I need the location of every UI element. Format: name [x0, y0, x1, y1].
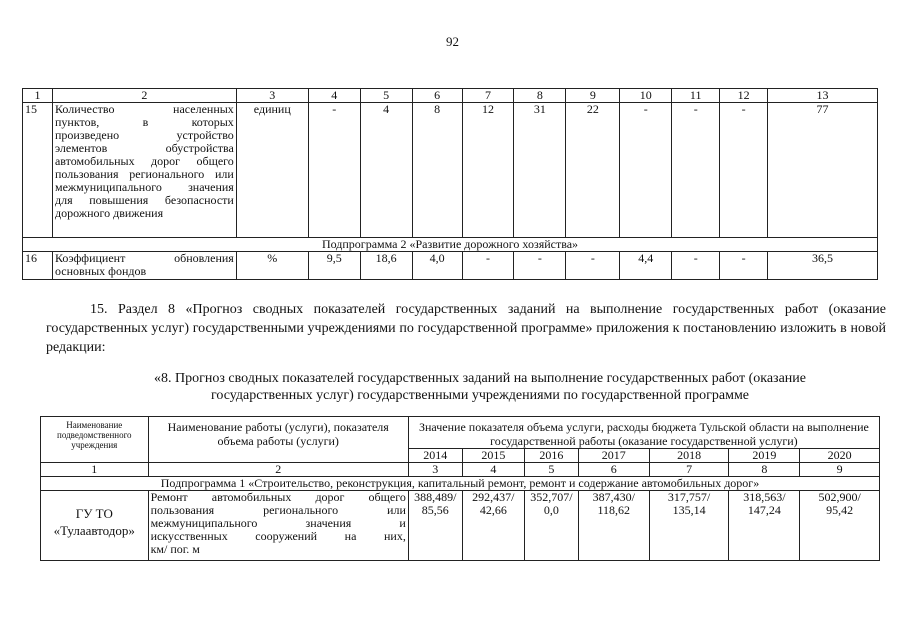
indicator-name: Количество населенных пунктов, в которых произведено устройство элементов обустройства автомобильных дорог общего пользования регионального или межмуниципального значения для повышения безопасности дорожного движения: [52, 103, 236, 238]
header-cell: 4: [308, 89, 360, 103]
column-number: 6: [578, 463, 649, 477]
subprogram-row: [41, 477, 880, 491]
institution-header: Наименование подведомственного учреждения: [41, 417, 149, 463]
value-cell: -: [672, 103, 720, 238]
state-tasks-table: [40, 416, 880, 561]
value-cell: 292,437/ 42,66: [462, 491, 524, 561]
value-cell: -: [620, 103, 672, 238]
value-cell: 388,489/ 85,56: [408, 491, 462, 561]
value-cell: 12: [462, 103, 514, 238]
column-number: 5: [525, 463, 579, 477]
institution-name: ГУ ТО «Тулаавтодор»: [41, 491, 149, 561]
unit-cell: единиц: [236, 103, 308, 238]
work-header: Наименование работы (услуги), показателя объема работы (услуги): [148, 417, 408, 463]
value-cell: 318,563/ 147,24: [729, 491, 800, 561]
subprogram-title: Подпрограмма 2 «Развитие дорожного хозяйства»: [23, 238, 878, 252]
value-cell: 4,4: [620, 252, 672, 280]
value-cell: 31: [514, 103, 566, 238]
value-cell: 317,757/ 135,14: [649, 491, 729, 561]
subprogram-row: [23, 238, 878, 252]
indicators-table: [22, 88, 878, 280]
section-8-title: «8. Прогноз сводных показателей государственных заданий на выполнение государственных работ (оказание государственных услуг) государственными учреждениями по государственной программе: [154, 371, 806, 403]
value-cell: -: [720, 252, 768, 280]
value-cell: -: [462, 252, 514, 280]
header-cell: 13: [768, 89, 878, 103]
value-cell: 352,707/ 0,0: [525, 491, 579, 561]
year-cell: 2015: [462, 449, 524, 463]
value-cell: 4,0: [412, 252, 462, 280]
year-cell: 2018: [649, 449, 729, 463]
table-header-row: [23, 89, 878, 103]
year-cell: 2017: [578, 449, 649, 463]
table-row: [41, 491, 880, 561]
page-number: 92: [446, 34, 459, 49]
indicator-name: Коэффициент обновления основных фондов: [52, 252, 236, 280]
paragraph-15: 15. Раздел 8 «Прогноз сводных показателей государственных заданий на выполнение государственных работ (оказание государственных услуг) государственными учреждениями по государственной программе» приложения к постановлению изложить в новой редакции:: [46, 302, 886, 355]
header-cell: 3: [236, 89, 308, 103]
value-cell: -: [672, 252, 720, 280]
value-cell: -: [566, 252, 620, 280]
header-cell: 2: [52, 89, 236, 103]
column-number: 2: [148, 463, 408, 477]
value-cell: 9,5: [308, 252, 360, 280]
unit-cell: %: [236, 252, 308, 280]
column-number: 3: [408, 463, 462, 477]
row-number: 16: [23, 252, 53, 280]
header-cell: 1: [23, 89, 53, 103]
value-cell: 22: [566, 103, 620, 238]
column-number: 8: [729, 463, 800, 477]
header-cell: 5: [360, 89, 412, 103]
header-cell: 6: [412, 89, 462, 103]
header-cell: 10: [620, 89, 672, 103]
column-numbers-row: [41, 463, 880, 477]
table-row: [23, 103, 878, 238]
value-cell: 77: [768, 103, 878, 238]
work-name: Ремонт автомобильных дорог общего пользования регионального или межмуниципального значения и искусственных сооружений на них, км/ пог. м: [148, 491, 408, 561]
value-cell: 18,6: [360, 252, 412, 280]
year-cell: 2020: [800, 449, 880, 463]
value-cell: 36,5: [768, 252, 878, 280]
column-number: 1: [41, 463, 149, 477]
year-cell: 2014: [408, 449, 462, 463]
value-cell: -: [308, 103, 360, 238]
value-cell: -: [514, 252, 566, 280]
values-header: Значение показателя объема услуги, расходы бюджета Тульской области на выполнение государственной работы (оказание государственной услуги): [408, 417, 879, 449]
value-cell: -: [720, 103, 768, 238]
column-number: 4: [462, 463, 524, 477]
value-cell: 502,900/ 95,42: [800, 491, 880, 561]
row-number: 15: [23, 103, 53, 238]
column-number: 9: [800, 463, 880, 477]
table-row: [23, 252, 878, 280]
year-cell: 2019: [729, 449, 800, 463]
table-header-row: [41, 417, 880, 449]
header-cell: 7: [462, 89, 514, 103]
header-cell: 8: [514, 89, 566, 103]
header-cell: 11: [672, 89, 720, 103]
value-cell: 8: [412, 103, 462, 238]
subprogram-title: Подпрограмма 1 «Строительство, реконструкция, капитальный ремонт, ремонт и содержание автомобильных дорог»: [41, 477, 880, 491]
column-number: 7: [649, 463, 729, 477]
header-cell: 12: [720, 89, 768, 103]
value-cell: 387,430/ 118,62: [578, 491, 649, 561]
value-cell: 4: [360, 103, 412, 238]
year-cell: 2016: [525, 449, 579, 463]
header-cell: 9: [566, 89, 620, 103]
